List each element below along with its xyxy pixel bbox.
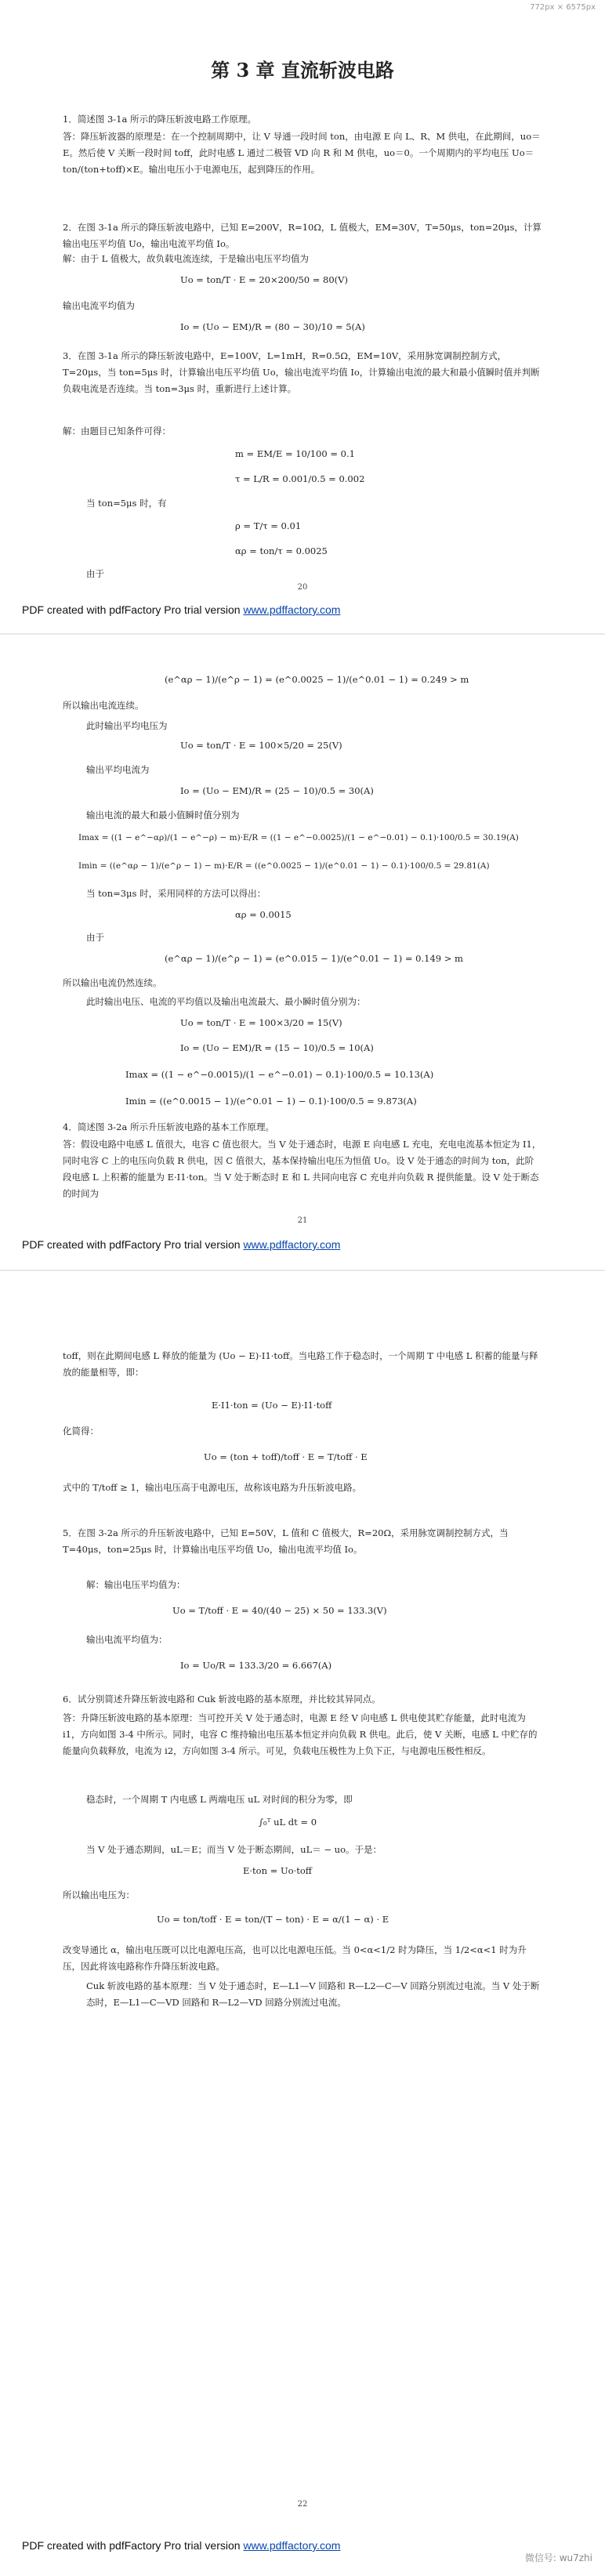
pdffactory-link[interactable]: www.pdffactory.com [243, 1238, 341, 1251]
formula-3-uo-2: Uo = ton/T · E = 100×3/20 = 15(V) [180, 1017, 342, 1028]
question-2: 2．在图 3-1a 所示的降压斩波电路中，已知 E=200V，R=10Ω，L 值极大，EM=30V，T=50μs，ton=20μs，计算输出电压平均值 Uo，输出电流平均值 Io。 [63, 222, 542, 249]
question-4: 4．简述图 3-2a 所示升压斩波电路的基本工作原理。 [63, 1121, 275, 1132]
formula-3-tau: τ = L/R = 0.001/0.5 = 0.002 [235, 473, 365, 484]
formula-5-uo: Uo = T/toff · E = 40/(40 − 25) × 50 = 133.3(V) [172, 1605, 387, 1616]
formula-4-energy: E·I1·ton = (Uo − E)·I1·toff [212, 1400, 332, 1411]
pdf-footer: PDF created with pdfFactory Pro trial version www.pdffactory.com [22, 1238, 341, 1251]
page-number: 22 [297, 2500, 308, 2509]
pdf-footer: PDF created with pdfFactory Pro trial version www.pdffactory.com [22, 2539, 341, 2552]
formula-3-continuity: (e^αρ − 1)/(e^ρ − 1) = (e^0.0025 − 1)/(e^0.01 − 1) = 0.249 > m [165, 674, 469, 685]
image-size-label: 772px × 6575px [530, 3, 596, 12]
solution-5-intro: 解：输出电压平均值为： [86, 1579, 186, 1590]
on-off-6: 当 V 处于通态期间，uL＝E；而当 V 处于断态期间，uL＝ − uo。于是： [86, 1844, 382, 1855]
label-io: 输出电流平均值为 [63, 300, 135, 311]
pdf-footer: PDF created with pdfFactory Pro trial version www.pdffactory.com [22, 603, 341, 616]
case-ton-3: 当 ton=3μs 时，采用同样的方法可以得出： [86, 888, 266, 899]
answer-6: 答：升降压斩波电路的基本原理：当可控开关 V 处于通态时，电源 E 经 V 向电感 L 供电使其贮存能量，此时电流为 i1，方向如图 3-4 中所示。同时，电容 C 维持输出电压基本恒定并向负载 R 供电。此后，使 V 关断，电感 L 中贮存的能量向负载释放，电流为 i2，方向如图 3-4 所示。可见，负载电压极性为上负下正，与电源电压极性相反。 [63, 1712, 538, 1756]
page-divider [0, 1270, 605, 1271]
chapter-title: 第 3 章 直流斩波电路 [211, 59, 394, 82]
wechat-watermark: 微信号: wu7zhi [524, 2552, 592, 2563]
solution-2-intro: 解：由于 L 值极大，故负载电流连续，于是输出电压平均值为 [63, 253, 309, 264]
formula-3-io: Io = (Uo − EM)/R = (25 − 10)/0.5 = 30(A) [180, 785, 374, 796]
label-max-min: 输出电流的最大和最小值瞬时值分别为 [86, 810, 240, 821]
pdffactory-link[interactable]: www.pdffactory.com [243, 603, 341, 616]
formula-6-balance: E·ton = Uo·toff [243, 1865, 312, 1876]
formula-3-m: m = EM/E = 10/100 = 0.1 [235, 448, 355, 459]
page-number: 20 [297, 583, 308, 592]
formula-3-io-2: Io = (Uo − EM)/R = (15 − 10)/0.5 = 10(A) [180, 1042, 374, 1053]
formula-3-imin-2: Imin = ((e^0.0015 − 1)/(e^0.01 − 1) − 0.1)·100/0.5 = 9.873(A) [125, 1096, 417, 1107]
conclusion-4: 式中的 T/toff ≥ 1，输出电压高于电源电压，故称该电路为升压斩波电路。 [63, 1482, 362, 1493]
label-output-voltage: 所以输出电压为： [63, 1889, 135, 1900]
formula-3-alpha-rho: αρ = ton/τ = 0.0025 [235, 545, 328, 556]
formula-3-uo: Uo = ton/T · E = 100×5/20 = 25(V) [180, 740, 342, 751]
ratio-6: 改变导通比 α，输出电压既可以比电源电压高，也可以比电源电压低。当 0<α<1/2 时为降压，当 1/2<α<1 时为升压，因此将该电路称作升降压斩波电路。 [63, 1944, 527, 1972]
formula-3-continuity-2: (e^αρ − 1)/(e^ρ − 1) = (e^0.015 − 1)/(e^0.01 − 1) = 0.149 > m [165, 953, 463, 964]
formula-3-rho: ρ = T/τ = 0.01 [235, 520, 302, 531]
page-divider [0, 633, 605, 635]
solution-3-intro: 解：由题目已知条件可得： [63, 426, 171, 437]
pdffactory-link[interactable]: www.pdffactory.com [243, 2539, 341, 2552]
label-avg-current: 输出平均电流为 [86, 764, 150, 775]
formula-3-imax: Imax = ((1 − e^−αρ)/(1 − e^−ρ) − m)·E/R = ((1 − e^−0.0025)/(1 − e^−0.01) − 0.1)·100/0.5 = 30.19(A) [78, 833, 519, 842]
label-avg-current-5: 输出电流平均值为： [86, 1634, 168, 1645]
label-since-2: 由于 [86, 932, 104, 943]
label-since: 由于 [86, 568, 104, 579]
page-number: 21 [297, 1216, 308, 1225]
formula-3-alpha-rho-2: αρ = 0.0015 [235, 909, 292, 920]
answer-4: 答：假设电路中电感 L 值很大，电容 C 值也很大。当 V 处于通态时，电源 E 向电感 L 充电，充电电流基本恒定为 I1，同时电容 C 上的电压向负载 R 供电，因 C 值很大，基本保持输出电压为恒值 Uo。设 V 处于通态的时间为 ton，此阶段电感 L 上积蓄的能量为 E·I1·ton。当 V 处于断态时 E 和 L 共同向电容 C 充电并向负载 R 提供能量。设 V 处于断态的时间为 [63, 1139, 542, 1199]
formula-2-io: Io = (Uo − EM)/R = (80 − 30)/10 = 5(A) [180, 321, 365, 332]
question-1: 1．简述图 3-1a 所示的降压斩波电路工作原理。 [63, 114, 257, 125]
formula-6-uo: Uo = ton/toff · E = ton/(T − ton) · E = α/(1 − α) · E [157, 1914, 389, 1925]
label-continuous: 所以输出电流连续。 [63, 700, 144, 711]
question-5: 5．在图 3-2a 所示的升压斩波电路中，已知 E=50V，L 值和 C 值极大，R=20Ω，采用脉宽调制控制方式，当 T=40μs，ton=25μs 时，计算输出电压平均值 Uo，输出电流平均值 Io。 [63, 1527, 509, 1555]
label-avg-voltage: 此时输出平均电压为 [86, 720, 168, 731]
cuk-6: Cuk 斩波电路的基本原理：当 V 处于通态时，E—L1—V 回路和 R—L2—C—V 回路分别流过电流。当 V 处于断态时，E—L1—C—VD 回路和 R—L2—VD 回路分别流过电流。 [86, 1980, 540, 2008]
label-simplify: 化简得： [63, 1426, 99, 1437]
answer-1: 答：降压斩波器的原理是：在一个控制周期中，让 V 导通一段时间 ton，由电源 E 向 L、R、M 供电，在此期间，uo＝E。然后使 V 关断一段时间 toff，此时电感 L 通过二极管 VD 向 R 和 M 供电，uo＝0。一个周期内的平均电压 Uo＝ton/(ton+toff)×E。输出电压小于电源电压，起到降压的作用。 [63, 131, 541, 175]
question-6: 6．试分别简述升降压斩波电路和 Cuk 斩波电路的基本原理，并比较其异同点。 [63, 1694, 381, 1705]
formula-3-imin: Imin = ((e^αρ − 1)/(e^ρ − 1) − m)·E/R = ((e^0.0025 − 1)/(e^0.01 − 1) − 0.1)·100/0.5 = 29.81(A) [78, 861, 490, 871]
formula-5-io: Io = Uo/R = 133.3/20 = 6.667(A) [180, 1660, 332, 1671]
formula-3-imax-2: Imax = ((1 − e^−0.0015)/(1 − e^−0.01) − 0.1)·100/0.5 = 10.13(A) [125, 1069, 434, 1080]
formula-2-uo: Uo = ton/T · E = 20×200/50 = 80(V) [180, 274, 348, 285]
steady-state-6: 稳态时，一个周期 T 内电感 L 两端电压 uL 对时间的积分为零，即 [86, 1794, 353, 1805]
label-summary: 此时输出电压、电流的平均值以及输出电流最大、最小瞬时值分别为： [86, 996, 366, 1007]
formula-6-integral: ∫₀ᵀ uL dt = 0 [259, 1817, 317, 1828]
answer-4-cont: toff，则在此期间电感 L 释放的能量为 (Uo − E)·I1·toff。当电路工作于稳态时，一个周期 T 中电感 L 积蓄的能量与释放的能量相等，即： [63, 1350, 538, 1378]
case-ton-5: 当 ton=5μs 时，有 [86, 498, 167, 509]
question-3: 3．在图 3-1a 所示的降压斩波电路中，E=100V，L=1mH，R=0.5Ω，EM=10V，采用脉宽调制控制方式，T=20μs，当 ton=5μs 时，计算输出电压平均值 Uo，输出电流平均值 Io，计算输出电流的最大和最小值瞬时值并判断负载电流是否连续。当 ton=3μs 时，重新进行上述计算。 [63, 350, 540, 394]
formula-4-uo: Uo = (ton + toff)/toff · E = T/toff · E [204, 1451, 368, 1462]
label-still-continuous: 所以输出电流仍然连续。 [63, 977, 162, 988]
